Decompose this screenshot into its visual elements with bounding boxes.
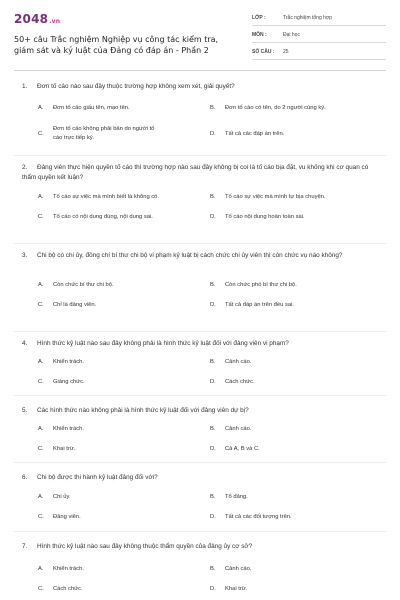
meta-value: Đại học: [283, 32, 300, 38]
option-text: Tổ đảng.: [225, 494, 248, 500]
question-text: [22, 82, 377, 92]
option-letter: D.: [210, 302, 216, 308]
option-letter: A.: [38, 426, 44, 432]
option-letter: C.: [38, 446, 44, 452]
logo-domain-text: .vn: [49, 18, 61, 25]
question-item: [14, 463, 386, 532]
option-text: Cả A, B và C.: [225, 446, 260, 452]
option-text: Tố cáo có nội dung đúng, nội dung sai.: [53, 214, 153, 220]
site-logo[interactable]: [14, 12, 60, 26]
option-text: Khiển trách.: [53, 426, 84, 432]
question-body: Chi bộ được thi hành kỷ luật đảng đối với?: [37, 474, 158, 481]
option-letter: C.: [38, 302, 44, 308]
question-body: Hình thức kỷ luật nào sau đây không thuộc thẩm quyền của đảng ủy cơ sở?: [37, 543, 253, 550]
option-letter: C.: [38, 586, 44, 592]
question-item: [14, 76, 386, 156]
option-letter: A.: [38, 494, 44, 500]
logo-main-text: 2048: [14, 12, 49, 26]
question-number: 6.: [22, 474, 28, 481]
question-text: [22, 339, 377, 349]
page-header: [14, 12, 386, 56]
option-letter: C.: [38, 214, 44, 220]
option-letter: A.: [38, 359, 44, 365]
option-letter: B.: [210, 282, 216, 288]
question-item: [14, 332, 386, 396]
question-item: [14, 532, 386, 600]
option-letter: D.: [210, 586, 216, 592]
question-body: Đơn tố cáo nào sau đây thuộc trường hợp không xem xét, giải quyết?: [37, 83, 235, 90]
question-body: Các hình thức nào không phải là hình thức kỷ luật đối với đảng viên dự bị?: [37, 407, 249, 414]
question-number: 4.: [22, 340, 28, 347]
option-text: Đảng viên.: [53, 514, 81, 520]
question-number: 5.: [22, 407, 28, 414]
option-text: Khiển trách.: [53, 359, 84, 365]
question-text: [22, 473, 377, 483]
option-text: Tố cáo nội dung hoàn toàn sai.: [225, 214, 305, 220]
option-text: Cách chức.: [53, 586, 83, 592]
meta-value: Trắc nghiệm tổng hợp: [283, 15, 332, 21]
option-text: Đơn tố cáo không phải bản do người tố cáo trực tiếp ký.: [53, 126, 155, 141]
option-letter: C.: [38, 379, 44, 385]
option-text: Còn chức phó bí thư chi bộ.: [225, 282, 297, 288]
option-text: Chi ủy.: [53, 494, 71, 500]
option-letter: D.: [210, 379, 216, 385]
option-text: Khai trừ.: [225, 586, 248, 592]
meta-row-class: [252, 12, 386, 26]
meta-info-box: [252, 12, 386, 63]
question-body: Đảng viên thực hiện quyền tố cáo thì trường hợp nào sau đây không bị coi là tố cáo bịa đặt, vu khống khi cơ quan có thẩm quyền kết luận?: [22, 164, 369, 181]
question-body: Hình thức kỷ luật nào sau đây không phải là hình thức kỷ luật đối với đảng viên vi phạm?: [37, 340, 289, 347]
option-letter: D.: [210, 214, 216, 220]
option-letter: A.: [38, 194, 44, 200]
question-number: 1.: [22, 83, 28, 90]
option-text: Tất cả các đối tượng trên.: [225, 514, 292, 520]
option-text: Tố cáo sự việc mà mình biết là không có.: [53, 194, 160, 200]
meta-label: SỐ CÂU :: [252, 49, 275, 55]
option-letter: D.: [210, 514, 216, 520]
option-text: Tất cả đáp án trên đều sai.: [225, 302, 294, 308]
question-text: [22, 406, 377, 416]
header-divider: [14, 70, 386, 71]
question-text: [22, 251, 377, 261]
question-body: Chi bộ có chi ủy, đồng chí bí thư chi bộ vi phạm kỷ luật bị cách chức chi ủy viên thì còn chức vụ nào không?: [37, 252, 343, 259]
question-number: 3.: [22, 252, 28, 259]
option-letter: B.: [210, 426, 216, 432]
option-text: Còn chức bí thư chi bộ.: [53, 282, 114, 288]
option-letter: A.: [38, 566, 44, 572]
option-letter: B.: [210, 359, 216, 365]
question-item: [14, 396, 386, 463]
document-title: 50+ câu Trắc nghiệm Nghiệp vụ công tác kiểm tra, giám sát và kỷ luật của Đảng có đáp án - Phần 2: [14, 35, 219, 55]
meta-row-count: [252, 46, 386, 60]
option-text: Giáng chức.: [53, 379, 85, 385]
option-letter: D.: [210, 446, 216, 452]
option-text: Khai trừ.: [53, 446, 76, 452]
meta-row-subject: [252, 29, 386, 43]
question-list: [14, 76, 386, 600]
option-text: Tất cả các đáp án trên.: [225, 131, 285, 137]
option-text: Khiển trách.: [53, 566, 84, 572]
meta-label: MÔN :: [252, 32, 267, 38]
question-item: [14, 156, 386, 244]
option-letter: B.: [210, 105, 216, 111]
option-letter: C.: [38, 131, 44, 137]
option-text: Cảnh cáo.: [225, 359, 252, 365]
option-text: Chỉ là đảng viên.: [53, 302, 97, 308]
option-text: Tố cáo sự việc mà mình tự bịa chuyện.: [225, 194, 326, 200]
option-letter: A.: [38, 282, 44, 288]
meta-label: LỚP :: [252, 15, 266, 21]
question-item: [14, 244, 386, 332]
question-text: [22, 542, 377, 552]
option-letter: B.: [210, 566, 216, 572]
meta-value: 25: [283, 49, 289, 55]
question-number: 2.: [22, 164, 28, 171]
option-text: Đơn tố cáo có tên, do 2 người cùng ký.: [225, 105, 326, 111]
option-letter: B.: [210, 194, 216, 200]
option-letter: C.: [38, 514, 44, 520]
option-letter: B.: [210, 494, 216, 500]
option-letter: D.: [210, 131, 216, 137]
option-text: Cảnh cáo.: [225, 426, 252, 432]
option-text: Đơn tố cáo giấu tên, mạo tên.: [53, 105, 130, 111]
question-number: 7.: [22, 543, 28, 550]
option-letter: A.: [38, 105, 44, 111]
option-text: Cảnh cáo.: [225, 566, 252, 572]
question-text: [22, 163, 377, 183]
option-text: Cách chức.: [225, 379, 255, 385]
